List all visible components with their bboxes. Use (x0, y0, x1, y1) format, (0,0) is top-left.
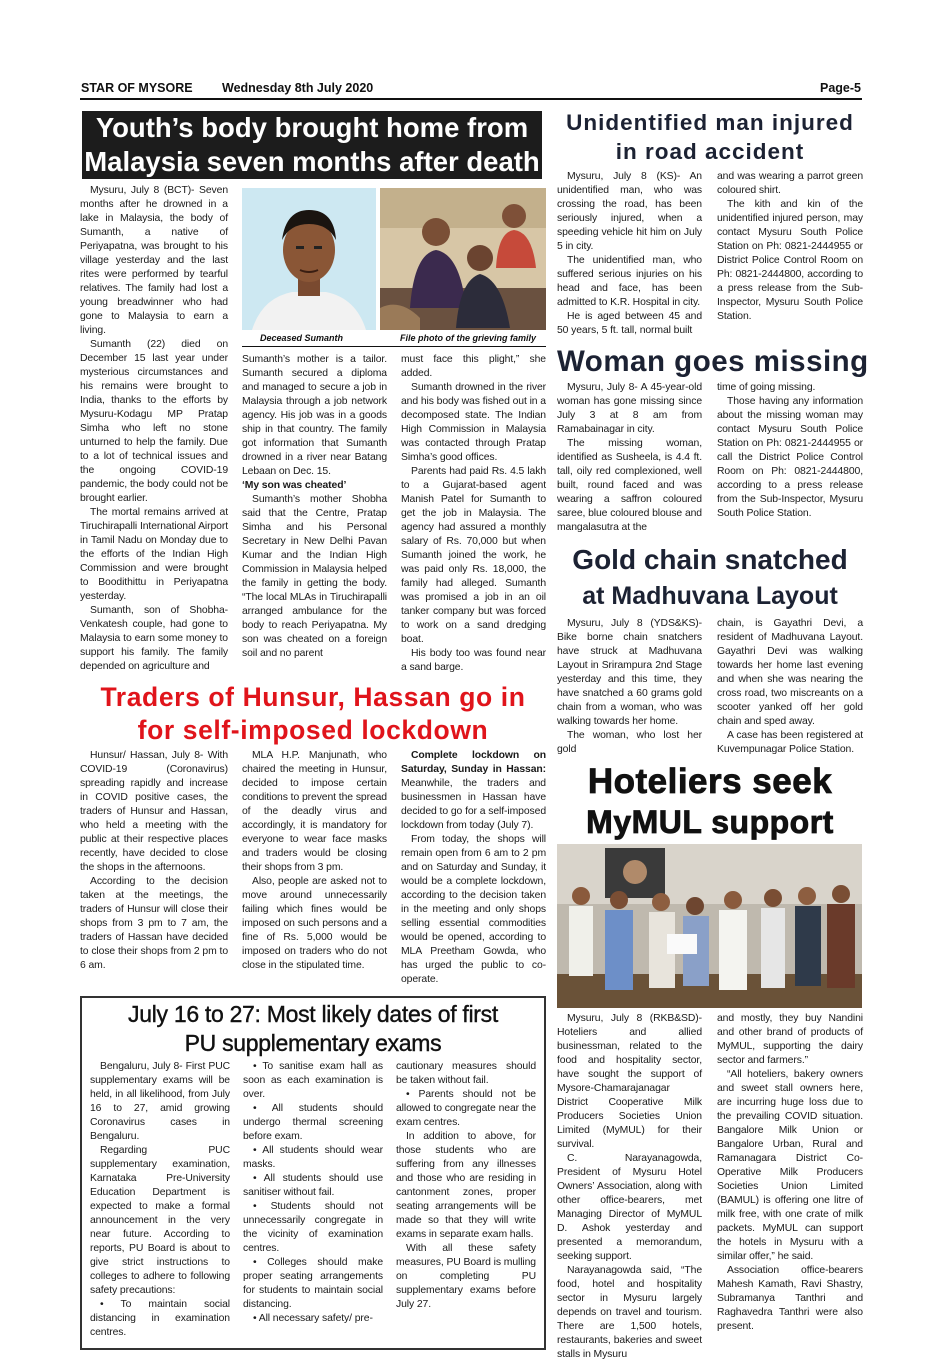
article-column (717, 1012, 863, 1334)
paragraph: In addition to above, for those students who are suffering from any illnesses and those who are residing in cantonment zones, proper seating arrangements will be made so that they will write exams in separate exam halls. (396, 1131, 536, 1240)
paragraph: cautionary measures should be taken without fail. (396, 1061, 536, 1086)
grieving-family-photo (380, 188, 546, 330)
page-number: Page-5 (820, 81, 861, 95)
photo-caption: Deceased Sumanth (260, 333, 344, 343)
paragraph: With all these safety measures, PU Board is mulling on completing PU supplementary exams before July 27. (396, 1243, 536, 1310)
paragraph: Sumanth’s mother is a tailor. Sumanth secured a diploma and managed to secure a job in Malaysia through a job network agency. His job was in a goods ship in that country. The family got information that Sumanth drowned in a river near Batang Lebaan on Dec. 15. (242, 354, 387, 477)
paragraph: Mysuru, July 8 (KS)- An unidentified man, who was crossing the road, has been seriously injured, when a speeding vehicle hit him on July 5 in city. (557, 171, 702, 252)
article-column (396, 1060, 536, 1312)
paragraph: Narayanagowda said, “The food, hotel and hospitality sector in Mysuru largely depends on travel and tourism. There are 1,500 hotels, restaurants, bakeries and sweet stalls in Mysuru (557, 1265, 702, 1360)
paragraph: • All necessary safety/ pre- (253, 1313, 373, 1324)
hoteliers-meeting-photo (557, 844, 862, 1008)
paragraph: Also, people are asked not to move around unnecessarily failing which fines would be imposed on such persons and a fine of Rs. 5,000 would be imposed on traders who do not close in the stipulated time. (242, 876, 387, 971)
missing-headline (557, 344, 869, 380)
article-column (80, 749, 228, 973)
accident-headline (557, 108, 863, 166)
paragraph: Hunsur/ Hassan, July 8- With COVID-19 (Coronavirus) spreading rapidly and increase in COVID positive cases, the traders of Hunsur and Hassan, who held a meeting with the public at their respective places recently, have decided to close the shops in the afternoons. (80, 750, 228, 873)
paragraph: He is aged between 45 and 50 years, 5 ft. tall, normal built (557, 311, 702, 336)
paragraph: Those having any information about the missing woman may contact Mysuru South Police Station on Ph: 0821-2444955 or call the District Police Control Room on Ph: 0821-2444800, according to a press release from the Sub-Inspector, Mysuru South Police Station. (717, 396, 863, 519)
headline-line: Hoteliers seek (587, 762, 833, 801)
paragraph: time of going missing. (717, 382, 816, 393)
article-column (80, 184, 228, 674)
article-column (401, 749, 546, 987)
paragraph: The missing woman, identified as Susheela, is 4.4 ft. tall, oily red complexioned, well built, round faced and was wearing a saffron coloured saree, blue coloured blouse and mangalasutra at the (557, 438, 702, 533)
issue-date: Wednesday 8th July 2020 (222, 81, 374, 95)
paragraph-text: Meanwhile, the traders and businessmen in Hassan have decided to go for a self-imposed lockdown from today (July 7). (401, 778, 546, 831)
paragraph: and mostly, they buy Nandini and other brand of products of MyMUL, supporting the dairy sector and farmers.” (717, 1013, 863, 1066)
headline-line: Malaysia seven months after death (84, 146, 540, 177)
paragraph: His body too was found near a sand barge. (401, 648, 546, 673)
article-column (401, 353, 546, 675)
paragraph: • To sanitise exam hall as soon as each examination is over. (243, 1061, 383, 1100)
paragraph: Mysuru, July 8 (RKB&SD)- Hoteliers and allied businessman, related to the food and hospitality sector, have sought the support of Mysore-Chamarajanagar District Cooperative Milk Producers Societies Union Limited (MyMUL) for their survival. (557, 1013, 702, 1150)
article-column (717, 170, 863, 324)
paragraph: From today, the shops will remain open from 6 am to 2 pm and on Saturday and Sunday, it would be a complete lockdown, according to the decision taken in the meeting and only shops selling essential commodities would be opened, according to MLA Preetham Gowda, who has urged the public to co-operate. (401, 834, 546, 985)
paragraph: Mysuru, July 8- A 45-year-old woman has gone missing since July 3 at 8 am from Ramabainagar in city. (557, 382, 702, 435)
paragraph: Association office-bearers Mahesh Kamath, Ravi Shastry, Subramanya Tanthri and Raghavedra Tanthri were also present. (717, 1265, 863, 1332)
paragraph: and was wearing a parrot green coloured shirt. (717, 171, 863, 196)
headline-line: July 16 to 27: Most likely dates of first (128, 1001, 498, 1027)
paragraph: • Colleges should make proper seating arrangements for students to maintain social distancing. (243, 1257, 383, 1310)
right-stack (557, 108, 869, 1362)
puc-body (90, 1060, 536, 1340)
paragraph: “All hoteliers, bakery owners and sweet stall owners here, are incurring huge loss due to the prevailing COVID situation. Bangalore Milk Union or Bangalore Urban, Rural and Ramanagara District Co-Operative Milk Producers Societies Union Limited (BAMUL) is offering one litre of milk free, with one crate of milk packets. MyMUL can support the hotels in Mysuru with a similar offer,” he said. (717, 1069, 863, 1262)
paragraph: • Students should not unnecessarily congregate in the vicinity of examination centres. (243, 1201, 383, 1254)
article-column (557, 1012, 702, 1362)
paragraph: • To maintain social distancing in examination centres. (90, 1299, 230, 1338)
paragraph: The unidentified man, who suffered serious injuries on his head and face, has been admitted to K.R. Hospital in city. (557, 255, 702, 308)
headline-line: Youth’s body brought home from (95, 112, 529, 143)
headline-line: Unidentified man injured (566, 110, 854, 135)
paragraph: • All students should wear masks. (243, 1145, 383, 1170)
paragraph: The kith and kin of the unidentified injured person, may contact Mysuru South Police Station on Ph: 0821-2444955 or District Police Control Room on Ph: 0821-2444800, according to a press release from the Sub-Inspector, Mysuru South Police Station. (717, 199, 863, 322)
paragraph: must face this plight,” she added. (401, 354, 546, 379)
article-column (243, 1060, 383, 1326)
paragraph: Sumanth’s mother Shobha said that the Centre, Pratap Simha and his Personal Secretary in New Delhi Pavan Kumar and the Indian High Commission in Malaysia helped the family in getting the body. “The local MLAs in Tiruchirapalli arranged ambulance for the body to reach Periyapatna. My son was cheated on a foreign soil and no parent (242, 494, 387, 659)
paragraph: Sumanth drowned in the river and his body was fished out in a decomposed state. The Indian High Commission in Malaysia was contacted through Pratap Simha’s good offices. (401, 382, 546, 463)
article-column (557, 170, 702, 338)
chain-headline (557, 542, 863, 614)
chain-body (557, 617, 863, 757)
missing-body (557, 381, 863, 535)
hoteliers-headline (557, 762, 863, 842)
paragraph (401, 749, 546, 833)
youth-body (80, 184, 546, 675)
article-box (80, 996, 546, 1350)
article-column (90, 1060, 230, 1340)
article-column (242, 749, 387, 973)
headline-line: at Madhuvana Layout (582, 582, 838, 610)
paragraph: Mysuru, July 8 (YDS&KS)- Bike borne chain snatchers have struck at Madhuvana Layout in Srirampura 2nd Stage yesterday and this time, they have snatched a 60 grams gold chain from a woman, who was walking towards her home. (557, 618, 702, 727)
article-column (717, 617, 863, 757)
paragraph: Sumanth (22) died on December 15 last year under mysterious circumstances and his remains were brought to India, thanks to the efforts by Mysuru-Kodagu MP Pratap Simha who left no stone unturned to help the family. Due to a lot of technical issues and the ongoing COVID-19 pandemic, the body could not be brought earlier. (80, 339, 228, 504)
article-column (717, 381, 863, 521)
puc-headline (90, 1000, 536, 1058)
traders-body (80, 749, 546, 987)
headline-line: in road accident (615, 139, 805, 164)
photo-caption: File photo of the grieving family (399, 333, 536, 343)
accident-body (557, 170, 863, 338)
headline-line: Traders of Hunsur, Hassan go in (100, 682, 526, 712)
paragraph: The mortal remains arrived at Tiruchirapalli International Airport in Tamil Nadu on Monday due to the efforts of the Indian High Commission and were brought to Boodithittu in Periyapatna yesterday. (80, 507, 228, 602)
paragraph: C. Narayanagowda, President of Mysuru Hotel Owners’ Association, along with other office-bearers, met Managing Director of MyMUL D. Ashok yesterday and presented a memorandum, seeking support. (557, 1153, 702, 1262)
paragraph: MLA H.P. Manjunath, who chaired the meeting in Hunsur, decided to impose certain conditions to prevent the spread of the deadly virus and accordingly, it is mandatory for everyone to wear face masks and traders would be closing their shops from 3 pm. (242, 750, 387, 873)
caption-row (242, 333, 546, 347)
subheading: ‘My son was cheated’ (242, 480, 347, 491)
headline-line: for self-imposed lockdown (137, 715, 489, 745)
article-column (242, 353, 387, 661)
paragraph: According to the decision taken at the meetings, the traders of Hunsur will close their shops from 3 pm to 7 am, the traders of Hassan have decided to close their shops from 2 pm to 6 am. (80, 876, 228, 971)
paragraph: • All students should use sanitiser without fail. (243, 1173, 383, 1198)
masthead-rule (80, 98, 862, 100)
paragraph: Bengaluru, July 8- First PUC supplementary exams will be held, in all likelihood, from July 16 to 27, amid growing Coronavirus cases in Bengaluru. (90, 1061, 230, 1142)
paragraph: A case has been registered at Kuvempunagar Police Station. (717, 730, 863, 755)
deceased-portrait-photo (242, 188, 376, 330)
paragraph: Sumanth, son of Shobha-Venkatesh couple, had gone to Malaysia to earn some money to support his family. The family depended on agriculture and (80, 605, 228, 672)
paragraph: Mysuru, July 8 (BCT)- Seven months after he drowned in a lake in Malaysia, the body of Sumanth, a native of Periyapatna, was brought to his village yesterday and the last rites were performed by tearful relatives. The family had lost a young breadwinner who had gone to Malaysia to earn a living. (80, 185, 228, 336)
lead-in-bold: Complete lockdown on Saturday, Sunday in Hassan: (401, 750, 546, 775)
paragraph: chain, is Gayathri Devi, a resident of Madhuvana Layout. Gayathri Devi was walking towards her home last evening and when she was nearing the cross road, two miscreants on a scooter yanked off her gold chain and sped away. (717, 618, 863, 727)
article-column (557, 617, 702, 757)
article-column (557, 381, 702, 535)
paragraph: • All students should undergo thermal screening before exam. (243, 1103, 383, 1142)
paragraph: Regarding PUC supplementary examination, Karnataka Pre-University Education Department is expected to make a formal announcement in the very near future. According to reports, PU Board is about to give strict instructions to colleges to adhere to following safety precautions: (90, 1145, 230, 1296)
paragraph: • Parents should not be allowed to congregate near the exam centres. (396, 1089, 536, 1128)
youth-headline (82, 111, 542, 179)
traders-headline (80, 681, 546, 747)
paragraph: The woman, who lost her gold (557, 730, 702, 755)
paragraph: Parents had paid Rs. 4.5 lakh to a Gujarat-based agent Manish Patel for Sumanth to get the job in Malaysia. The agency had assured a monthly salary of Rs. 70,000 but when Sumanth joined the work, he was paid only Rs. 18,000, the family had alleged. Sumanth was promised a job in an oil tanker company but was forced to work on a sand dredging boat. (401, 466, 546, 645)
left-stack (80, 111, 546, 1350)
newspaper-name: STAR OF MYSORE (81, 81, 193, 95)
hoteliers-body (557, 1012, 863, 1362)
headline-line: PU supplementary exams (184, 1030, 442, 1056)
headline-line: MyMUL support (586, 804, 834, 840)
headline-line: Woman goes missing (557, 345, 869, 378)
headline-line: Gold chain snatched (572, 544, 848, 575)
youth-right-part (242, 184, 546, 675)
